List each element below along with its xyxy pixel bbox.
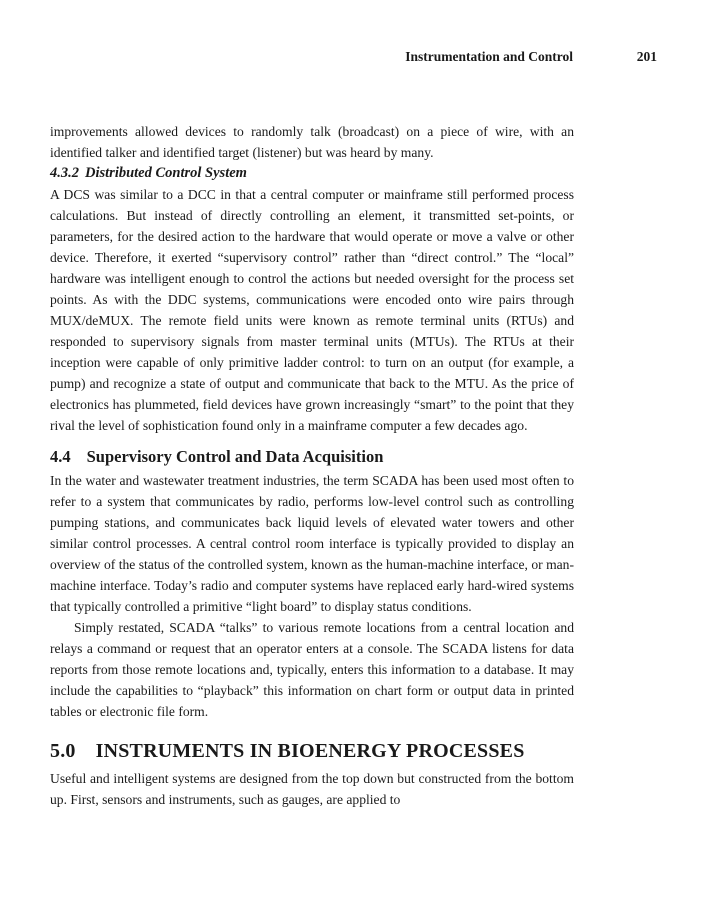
intro-paragraph: improvements allowed devices to randomly talk (broadcast) on a piece of wire, with an identified talker and identified target (listener) but was heard by many. [50, 124, 574, 160]
section-5-0-heading [50, 738, 574, 764]
section-title: INSTRUMENTS IN BIOENERGY PROCESSES [95, 740, 525, 762]
section-4-4-heading [50, 446, 574, 468]
section-4-4-paragraph-1: In the water and wastewater treatment industries, the term SCADA has been used most often to refer to a system that communicates by radio, performs low-level control such as controlling pumping stations, and communicates back liquid levels of elevated water towers and other similar control processes. A central control room interface is typically provided to display an overview of the status of the controlled system, known as the human-machine interface, or man-machine interface. Today’s radio and computer systems have replaced early hard-wired systems that typically controlled a primitive “light board” to display status conditions. [50, 473, 574, 614]
section-number: 4.4 [50, 447, 71, 466]
section-4-3-2-paragraph: A DCS was similar to a DCC in that a central computer or mainframe still performed process calculations. But instead of directly controlling an element, it transmitted set-points, or parameters, for the desired action to the hardware that would operate or move a valve or other device. Therefore, it exerted “supervisory control” rather than “direct control.” The “local” hardware was intelligent enough to control the actions but needed oversight for the process set points. As with the DDC systems, communications were encoded onto wire pairs through MUX/deMUX. The remote field units were known as remote terminal units (RTUs) and responded to supervisory signals from master terminal units (MTUs). The RTUs at their inception were capable of only primitive ladder control: to turn on an output (for example, a pump) and recognize a state of output and communicate that back to the MTU. As the price of electronics has plummeted, field devices have grown increasingly “smart” to the point that they rival the level of sophistication found only in a mainframe computer a few decades ago. [50, 187, 574, 433]
page-number: 201 [636, 49, 657, 64]
running-header [50, 49, 657, 69]
section-number: 4.3.2 [50, 165, 79, 181]
section-title: Supervisory Control and Data Acquisition [86, 447, 384, 466]
section-5-0-paragraph: Useful and intelligent systems are designed from the top down but constructed from the bottom up. First, sensors and instruments, such as gauges, are applied to [50, 771, 574, 807]
running-head-title: Instrumentation and Control [405, 49, 573, 64]
section-number: 5.0 [50, 740, 76, 762]
page-body [50, 121, 574, 810]
section-4-4-paragraph-2: Simply restated, SCADA “talks” to various remote locations from a central location and relays a command or request that an operator enters at a console. The SCADA listens for data reports from those remote locations and, typically, enters this information to a database. It may include the capabilities to “playback” this information on chart form or output data in printed tables or electronic file form. [50, 620, 574, 719]
section-title: Distributed Control System [85, 165, 247, 181]
section-4-3-2-heading [50, 163, 574, 184]
